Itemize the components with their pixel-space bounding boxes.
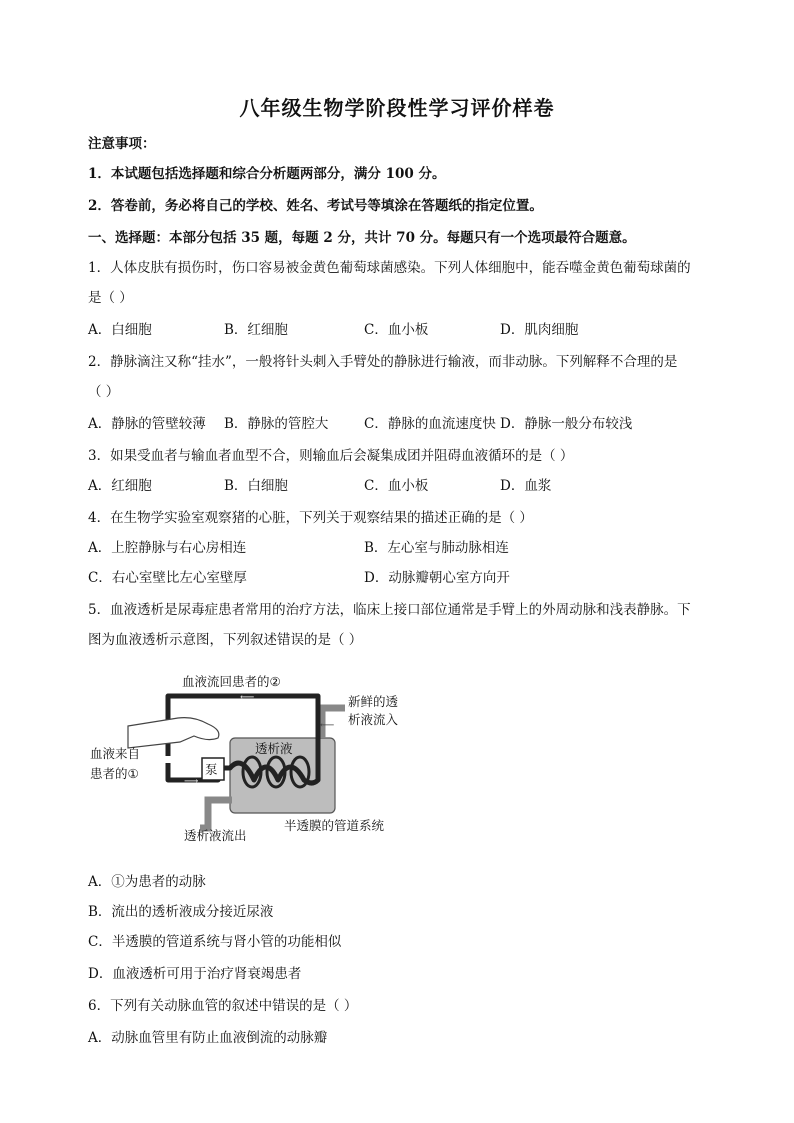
q5-option-b: B．流出的透析液成分接近尿液	[88, 904, 274, 920]
question-1-stem-cont: 是（ ）	[88, 290, 133, 306]
notice-heading: 注意事项：	[88, 136, 156, 152]
notice-item-1: 1．本试题包括选择题和综合分析题两部分，满分 100 分。	[88, 166, 446, 182]
blood-return-label: 血液流回患者的②	[182, 674, 281, 689]
q3-option-b: B．白细胞	[224, 478, 288, 494]
q6-option-a: A．动脉血管里有防止血液倒流的动脉瓣	[88, 1030, 328, 1046]
flow-arrow-icon: ⟶	[184, 776, 199, 787]
question-2-stem-cont: （ ）	[88, 384, 120, 400]
outflow-label: 透析液流出	[184, 828, 247, 843]
q2-option-d: D．静脉一般分布较浅	[500, 416, 633, 432]
q1-option-d: D．肌肉细胞	[500, 322, 579, 338]
fresh-dialysate-label-1: 新鲜的透	[348, 694, 399, 709]
q2-option-c: C．静脉的血流速度快	[364, 416, 496, 432]
q2-option-b: B．静脉的管腔大	[224, 416, 329, 432]
question-6-stem: 6．下列有关动脉血管的叙述中错误的是（ ）	[88, 998, 358, 1014]
q4-option-c: C．右心室壁比左心室壁厚	[88, 570, 247, 586]
notice-item-2: 2．答卷前，务必将自己的学校、姓名、考试号等填涂在答题纸的指定位置。	[88, 198, 543, 214]
question-3-stem: 3．如果受血者与输血者血型不合，则输血后会凝集成团并阻碍血液循环的是（ ）	[88, 448, 574, 464]
pump-label: 泵	[205, 762, 218, 777]
q1-option-b: B．红细胞	[224, 322, 288, 338]
dialysis-diagram	[90, 668, 420, 853]
membrane-label: 半透膜的管道系统	[284, 818, 385, 833]
dialysate-label: 透析液	[255, 741, 293, 756]
q5-option-a: A．①为患者的动脉	[88, 874, 206, 890]
q3-option-c: C．血小板	[364, 478, 429, 494]
q5-option-c: C．半透膜的管道系统与肾小管的功能相似	[88, 934, 342, 950]
q2-option-a: A．静脉的管壁较薄	[88, 416, 206, 432]
q4-option-b: B．左心室与肺动脉相连	[364, 540, 509, 556]
arm-icon	[128, 718, 219, 748]
q4-option-d: D．动脉瓣朝心室方向开	[364, 570, 510, 586]
section-heading: 一、选择题：本部分包括 35 题，每题 2 分，共计 70 分。每题只有一个选项最符合题意。	[88, 230, 636, 246]
question-1-stem: 1．人体皮肤有损伤时，伤口容易被金黄色葡萄球菌感染。下列人体细胞中，能吞噬金黄色葡萄球菌的	[88, 260, 691, 276]
q1-option-c: C．血小板	[364, 322, 429, 338]
question-5-stem: 5．血液透析是尿毒症患者常用的治疗方法，临床上接口部位通常是手臂上的外周动脉和浅表静脉。下	[88, 602, 691, 618]
blood-source-label-2: 患者的①	[90, 766, 139, 781]
q4-option-a: A．上腔静脉与右心房相连	[88, 540, 247, 556]
flow-arrow-icon: ⟵	[320, 720, 335, 731]
question-2-stem: 2．静脉滴注又称“挂水”，一般将针头刺入手臂处的静脉进行输液，而非动脉。下列解释不合理的是	[88, 354, 678, 370]
question-5-stem-cont: 图为血液透析示意图，下列叙述错误的是（ ）	[88, 632, 363, 648]
q3-option-d: D．血浆	[500, 478, 552, 494]
fresh-dialysate-label-2: 析液流入	[348, 712, 399, 727]
question-4-stem: 4．在生物学实验室观察猪的心脏，下列关于观察结果的描述正确的是（ ）	[88, 510, 533, 526]
page-title: 八年级生物学阶段性学习评价样卷	[239, 96, 555, 120]
q3-option-a: A．红细胞	[88, 478, 152, 494]
blood-source-label-1: 血液来自	[90, 746, 141, 761]
q5-option-d: D．血液透析可用于治疗肾衰竭患者	[88, 966, 302, 982]
flow-arrow-icon: ⟵	[240, 692, 255, 703]
q1-option-a: A．白细胞	[88, 322, 152, 338]
outflow-pipe	[200, 800, 232, 828]
